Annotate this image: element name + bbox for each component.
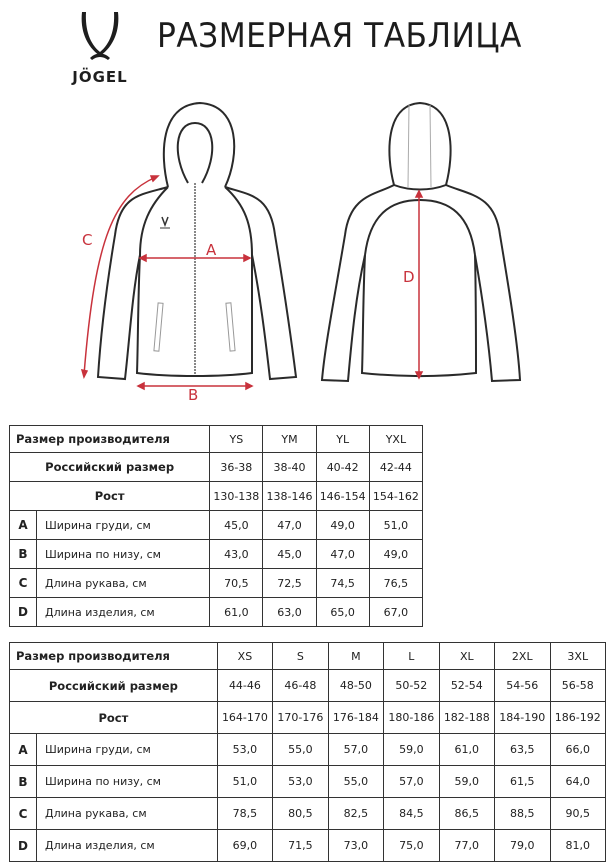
value-cell: 49,0 — [369, 540, 422, 569]
jacket-front-illustration — [60, 95, 310, 405]
value-cell: 146-154 — [316, 482, 369, 511]
table-row — [10, 702, 606, 734]
value-cell: 47,0 — [263, 511, 316, 540]
value-cell: 57,0 — [384, 766, 439, 798]
manufacturer-size-label: Размер производителя — [10, 426, 210, 453]
size-cell: YS — [210, 426, 263, 453]
measure-label: Ширина по низу, см — [37, 766, 218, 798]
table-row — [10, 766, 606, 798]
size-cell: 2XL — [495, 643, 550, 670]
height-label: Рост — [10, 482, 210, 511]
value-cell: 53,0 — [217, 734, 272, 766]
value-cell: 164-170 — [217, 702, 272, 734]
value-cell: 43,0 — [210, 540, 263, 569]
size-cell: XS — [217, 643, 272, 670]
value-cell: 84,5 — [384, 798, 439, 830]
table-row — [10, 734, 606, 766]
value-cell: 154-162 — [369, 482, 422, 511]
value-cell: 59,0 — [384, 734, 439, 766]
size-table-adult — [9, 642, 606, 862]
value-cell: 57,0 — [328, 734, 383, 766]
label-b: B — [188, 386, 199, 404]
page-title: РАЗМЕРНАЯ ТАБЛИЦА — [157, 16, 522, 56]
measure-letter: C — [10, 798, 37, 830]
russian-size-label: Российский размер — [10, 670, 218, 702]
value-cell: 61,5 — [495, 766, 550, 798]
table-row — [10, 670, 606, 702]
russian-size-label: Российский размер — [10, 453, 210, 482]
value-cell: 45,0 — [210, 511, 263, 540]
measure-label: Ширина по низу, см — [37, 540, 210, 569]
size-cell: 3XL — [550, 643, 606, 670]
table-row — [10, 598, 423, 627]
measure-label: Длина изделия, см — [37, 830, 218, 862]
table-row — [10, 830, 606, 862]
value-cell: 73,0 — [328, 830, 383, 862]
measure-label: Длина рукава, см — [37, 569, 210, 598]
value-cell: 130-138 — [210, 482, 263, 511]
measure-label: Длина рукава, см — [37, 798, 218, 830]
value-cell: 72,5 — [263, 569, 316, 598]
jacket-back-illustration — [320, 95, 540, 405]
value-cell: 63,0 — [263, 598, 316, 627]
value-cell: 36-38 — [210, 453, 263, 482]
value-cell: 67,0 — [369, 598, 422, 627]
measure-label: Ширина груди, см — [37, 511, 210, 540]
value-cell: 64,0 — [550, 766, 606, 798]
value-cell: 50-52 — [384, 670, 439, 702]
value-cell: 138-146 — [263, 482, 316, 511]
value-cell: 53,0 — [273, 766, 328, 798]
value-cell: 184-190 — [495, 702, 550, 734]
measure-letter: B — [10, 540, 37, 569]
value-cell: 79,0 — [495, 830, 550, 862]
value-cell: 86,5 — [439, 798, 494, 830]
table-row — [10, 511, 423, 540]
value-cell: 45,0 — [263, 540, 316, 569]
value-cell: 47,0 — [316, 540, 369, 569]
value-cell: 65,0 — [316, 598, 369, 627]
value-cell: 54-56 — [495, 670, 550, 702]
label-d: D — [403, 268, 415, 286]
value-cell: 44-46 — [217, 670, 272, 702]
manufacturer-size-label: Размер производителя — [10, 643, 218, 670]
size-cell: XL — [439, 643, 494, 670]
measure-letter: B — [10, 766, 37, 798]
measure-label: Ширина груди, см — [37, 734, 218, 766]
value-cell: 76,5 — [369, 569, 422, 598]
value-cell: 78,5 — [217, 798, 272, 830]
value-cell: 52-54 — [439, 670, 494, 702]
value-cell: 42-44 — [369, 453, 422, 482]
size-cell: YXL — [369, 426, 422, 453]
value-cell: 59,0 — [439, 766, 494, 798]
size-cell: M — [328, 643, 383, 670]
value-cell: 88,5 — [495, 798, 550, 830]
value-cell: 74,5 — [316, 569, 369, 598]
value-cell: 51,0 — [369, 511, 422, 540]
value-cell: 55,0 — [273, 734, 328, 766]
table-row — [10, 426, 423, 453]
value-cell: 51,0 — [217, 766, 272, 798]
measure-letter: A — [10, 511, 37, 540]
value-cell: 81,0 — [550, 830, 606, 862]
value-cell: 61,0 — [439, 734, 494, 766]
height-label: Рост — [10, 702, 218, 734]
table-row — [10, 569, 423, 598]
value-cell: 38-40 — [263, 453, 316, 482]
jogel-v-logo-icon — [72, 10, 128, 68]
value-cell: 48-50 — [328, 670, 383, 702]
value-cell: 49,0 — [316, 511, 369, 540]
value-cell: 77,0 — [439, 830, 494, 862]
size-table-youth — [9, 425, 423, 627]
value-cell: 69,0 — [217, 830, 272, 862]
measure-letter: A — [10, 734, 37, 766]
value-cell: 61,0 — [210, 598, 263, 627]
value-cell: 176-184 — [328, 702, 383, 734]
label-a: A — [206, 241, 217, 259]
value-cell: 66,0 — [550, 734, 606, 766]
value-cell: 182-188 — [439, 702, 494, 734]
table-row — [10, 540, 423, 569]
table-row — [10, 798, 606, 830]
size-cell: YL — [316, 426, 369, 453]
table-row — [10, 643, 606, 670]
value-cell: 56-58 — [550, 670, 606, 702]
size-cell: YM — [263, 426, 316, 453]
value-cell: 180-186 — [384, 702, 439, 734]
measure-letter: C — [10, 569, 37, 598]
size-cell: S — [273, 643, 328, 670]
value-cell: 80,5 — [273, 798, 328, 830]
value-cell: 82,5 — [328, 798, 383, 830]
brand-logo — [58, 10, 142, 86]
value-cell: 71,5 — [273, 830, 328, 862]
chest-logo-icon — [160, 217, 170, 228]
value-cell: 55,0 — [328, 766, 383, 798]
brand-name: JÖGEL — [72, 68, 128, 86]
value-cell: 170-176 — [273, 702, 328, 734]
size-cell: L — [384, 643, 439, 670]
label-c: C — [82, 231, 93, 249]
value-cell: 186-192 — [550, 702, 606, 734]
value-cell: 63,5 — [495, 734, 550, 766]
value-cell: 46-48 — [273, 670, 328, 702]
table-row — [10, 482, 423, 511]
measure-letter: D — [10, 830, 37, 862]
value-cell: 75,0 — [384, 830, 439, 862]
value-cell: 90,5 — [550, 798, 606, 830]
measure-letter: D — [10, 598, 37, 627]
measure-label: Длина изделия, см — [37, 598, 210, 627]
table-row — [10, 453, 423, 482]
value-cell: 40-42 — [316, 453, 369, 482]
value-cell: 70,5 — [210, 569, 263, 598]
